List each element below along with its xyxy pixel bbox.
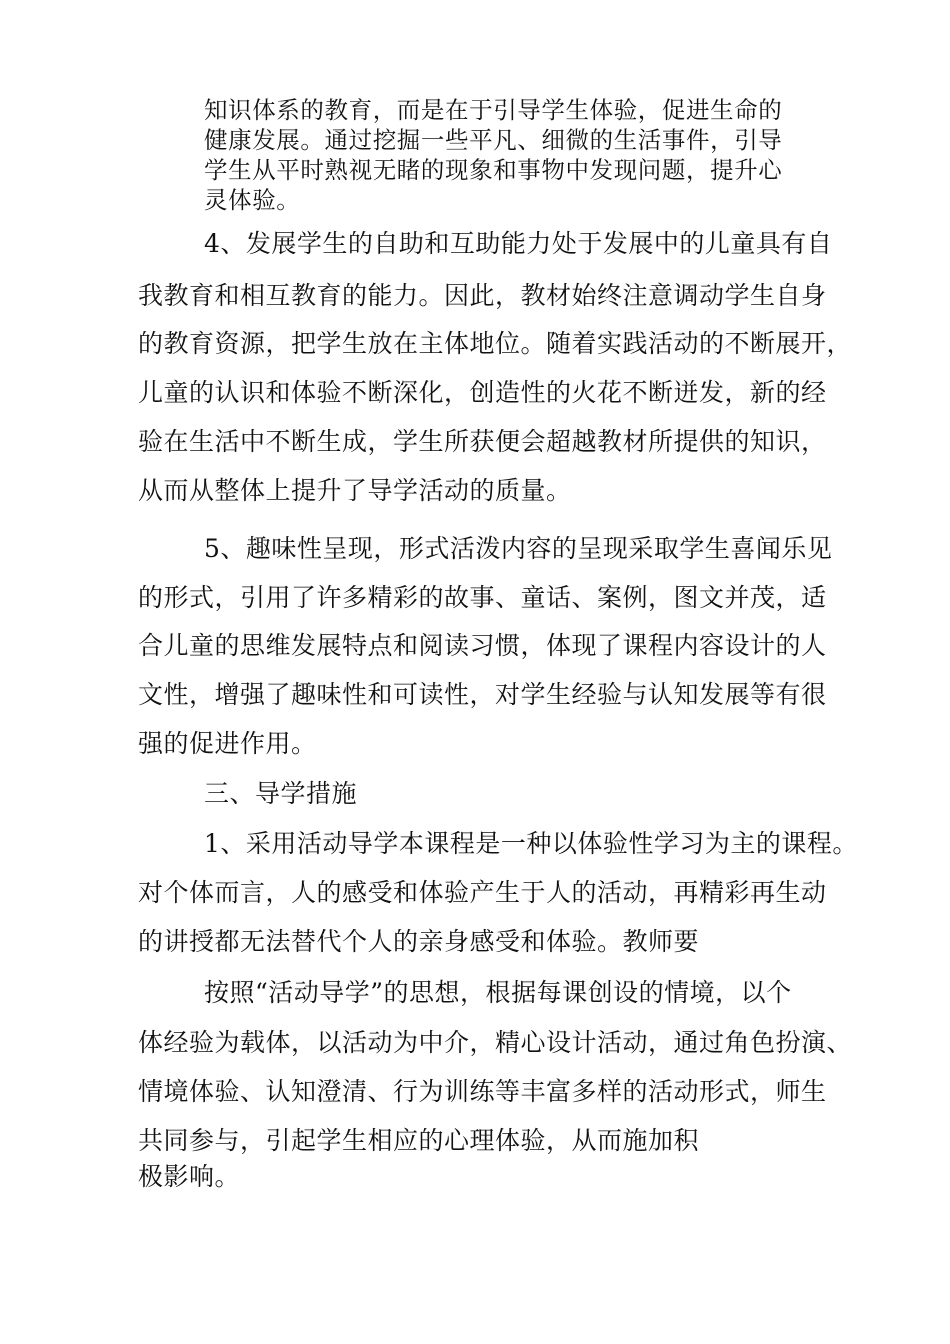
text-line: 知识体系的教育，而是在于引导学生体验，促进生命的 xyxy=(204,96,783,124)
text-line: 的形式，引用了许多精彩的故事、童话、案例，图文并茂，适 xyxy=(138,583,827,612)
text-line: 体经验为载体，以活动为中介，精心设计活动，通过角色扮演、 xyxy=(138,1028,853,1057)
text-line: 健康发展。通过挖掘一些平凡、细微的生活事件，引导 xyxy=(204,126,783,154)
text-line: 验在生活中不断生成，学生所获便会超越教材所提供的知识， xyxy=(138,427,827,456)
text-line: 从而从整体上提升了导学活动的质量。 xyxy=(138,476,572,505)
text-line: 儿童的认识和体验不断深化，创造性的火花不断迸发，新的经 xyxy=(138,378,827,407)
paragraph-start: 按照“活动导学”的思想，根据每课创设的情境，以个 xyxy=(204,978,792,1007)
text-line: 对个体而言，人的感受和体验产生于人的活动，再精彩再生动 xyxy=(138,878,827,907)
text-line: 合儿童的思维发展特点和阅读习惯，体现了课程内容设计的人 xyxy=(138,631,827,660)
text-line: 共同参与，引起学生相应的心理体验，从而施加积 xyxy=(138,1126,700,1155)
text-line: 的教育资源，把学生放在主体地位。随着实践活动的不断展开， xyxy=(138,329,853,358)
paragraph-1-start: 1、采用活动导学本课程是一种以体验性学习为主的课程。 xyxy=(204,829,858,858)
text-line: 强的促进作用。 xyxy=(138,729,317,758)
text-line: 情境体验、认知澄清、行为训练等丰富多样的活动形式，师生 xyxy=(138,1077,827,1106)
text-line: 灵体验。 xyxy=(204,186,301,214)
text-line: 极影响。 xyxy=(138,1162,241,1191)
text-line: 的讲授都无法替代个人的亲身感受和体验。教师要 xyxy=(138,927,700,956)
text-line: 我教育和相互教育的能力。因此，教材始终注意调动学生自身 xyxy=(138,281,827,310)
text-line: 文性，增强了趣味性和可读性，对学生经验与认知发展等有很 xyxy=(138,680,827,709)
section-heading: 三、导学措施 xyxy=(204,779,358,808)
paragraph-5-start: 5、趣味性呈现，形式活泼内容的呈现采取学生喜闻乐见 xyxy=(204,534,833,563)
text-line: 学生从平时熟视无睹的现象和事物中发现问题，提升心 xyxy=(204,156,783,184)
paragraph-4-start: 4、发展学生的自助和互助能力处于发展中的儿童具有自 xyxy=(204,229,833,258)
